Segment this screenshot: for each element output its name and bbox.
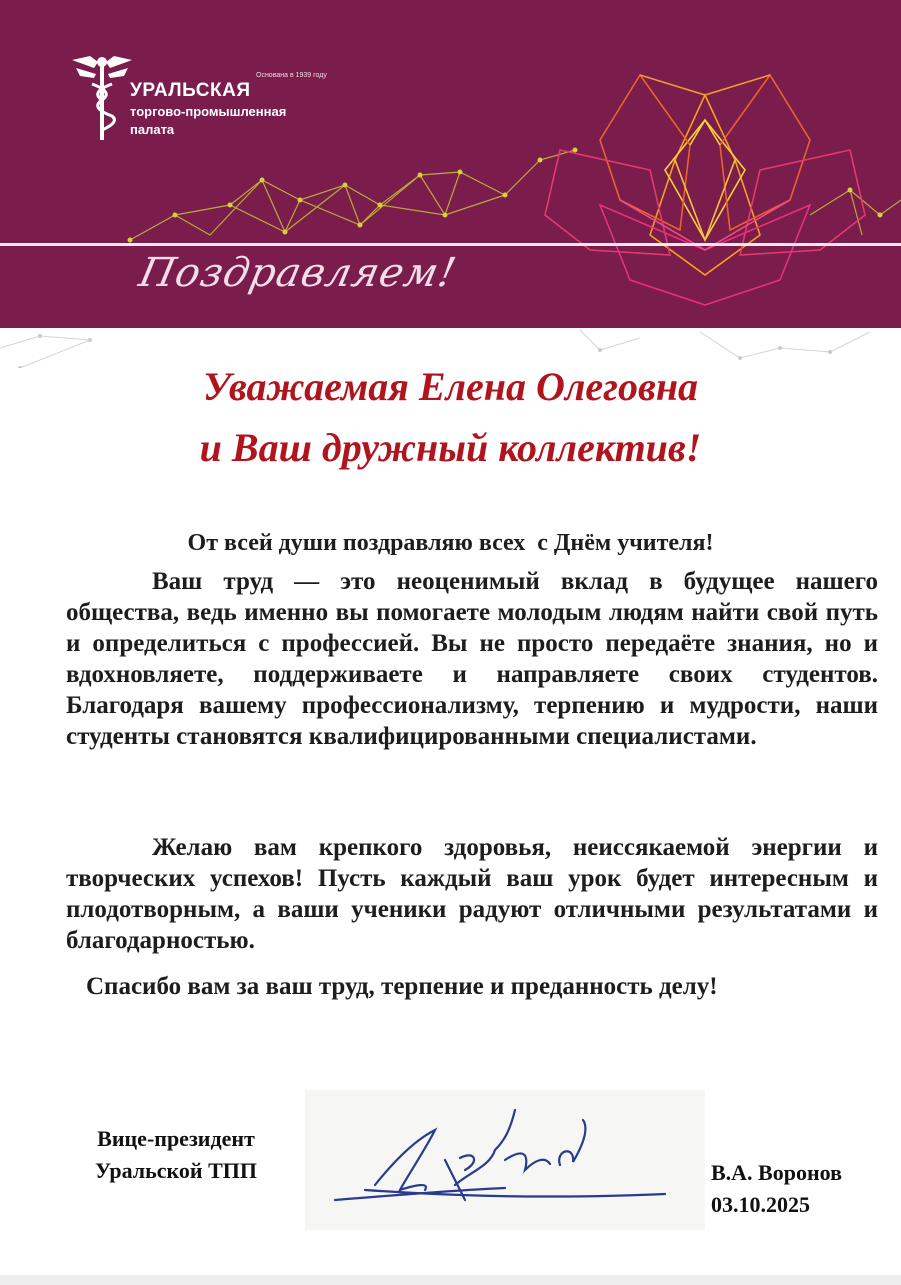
header-banner bbox=[0, 0, 901, 328]
signatory-block bbox=[711, 1157, 842, 1221]
position-line-1: Вице-президент bbox=[97, 1126, 255, 1151]
handwritten-signature bbox=[305, 1090, 705, 1230]
org-subtitle-line2: палата bbox=[130, 122, 175, 137]
position-line-2: Уральской ТПП bbox=[95, 1158, 257, 1183]
paragraph-1: Ваш труд — это неоценимый вклад в будущее нашего общества, ведь именно вы помогаете молодым людям найти свой путь и определиться с профессией. Вы не просто передаёте знания, но и вдохновляете, поддерживаете и направляете своих студентов. Благодаря вашему профессионализму, терпению и мудрости, наши студенты становятся квалифицированными специалистами. bbox=[66, 568, 878, 750]
paragraph-3: Спасибо вам за ваш труд, терпение и преданность делу! bbox=[86, 973, 718, 1000]
org-founded-note: Основана в 1939 году bbox=[256, 72, 327, 79]
caduceus-icon bbox=[70, 50, 134, 146]
bottom-edge bbox=[0, 1275, 901, 1285]
signature-icon bbox=[305, 1090, 705, 1230]
signatory-position bbox=[66, 1123, 286, 1187]
signatory-name: В.А. Воронов bbox=[711, 1160, 842, 1185]
letter-date: 03.10.2025 bbox=[711, 1192, 810, 1217]
salutation-line-1: Уважаемая Елена Олеговна bbox=[202, 364, 699, 409]
salutation-line-2: и Ваш дружный коллектив! bbox=[199, 425, 702, 470]
org-logo bbox=[70, 50, 330, 150]
below-header-decoration bbox=[0, 328, 901, 368]
paragraph-2: Желаю вам крепкого здоровья, неиссякаемой энергии и творческих успехов! Пусть каждый ваш урок будет интересным и плодотворным, а ваши ученики радуют отличными результатами и благодарностью. bbox=[66, 834, 878, 954]
org-subtitle-line1: торгово-промышленная bbox=[130, 104, 287, 119]
org-name: УРАЛЬСКАЯ bbox=[130, 80, 251, 101]
header-divider bbox=[0, 243, 901, 246]
congratulations-script-title: Поздравляем! bbox=[135, 250, 461, 296]
greeting-line: От всей души поздравляю всех с Днём учителя! bbox=[187, 530, 714, 556]
